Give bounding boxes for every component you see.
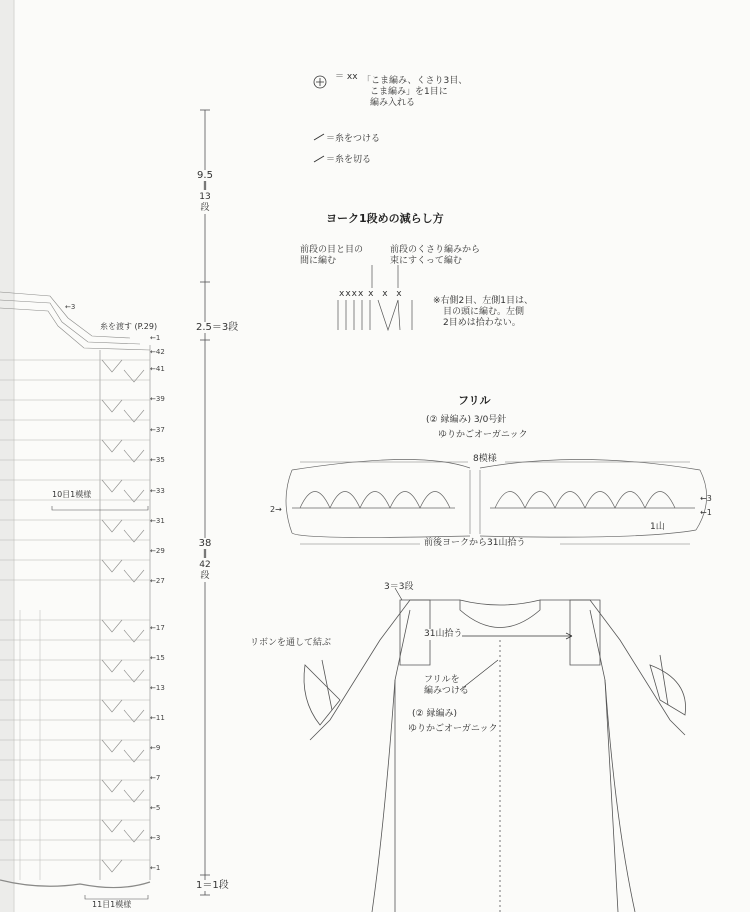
frill-row2: 2→ [270,505,282,514]
frill-repeat: 8模様 [473,454,497,464]
frill-row3: ←3 [700,494,712,503]
frill-title: フリル [458,394,491,407]
row-number: ←37 [150,426,165,434]
dim-main: 38 ‖ 42 段 [190,538,220,582]
cluster-note-line-3: 編み入れる [370,98,416,108]
cluster-note-line-1: 「こま編み、くさり3目、 [362,76,468,86]
row-number: ←3 [150,834,161,842]
frill-attach-note: フリルを 編みつける [424,675,469,696]
yoke-stitch-marks: xxxx x x x [339,289,403,299]
garment-rows: 3＝3段 [384,582,414,592]
yoke-title: ヨーク1段めの減らし方 [326,212,444,225]
yoke-right-note: 前段のくさり編みから 束にすくって編む [390,245,481,266]
garment-yarn: ゆりかごオーガニック [408,724,498,734]
cluster-note: ＝ ⅹⅹ [335,72,358,82]
cluster-note-line-2: こま編み」を1目に [370,87,448,97]
frill-count-label: 1山 [650,522,665,532]
join-yarn-label: ＝糸をつける [326,134,381,144]
frill-spec: (② 縁編み) 3/0号針 [426,415,507,425]
repeat-10-label: 10目1模様 [52,490,92,499]
row-number: ←31 [150,517,165,525]
garment-drawing [304,600,686,912]
stitch-chart [0,292,150,888]
yoke-side-note: ※右側2目、左側1目は、 目の頭に編む。左側 2目めは拾わない。 [433,296,533,328]
row-number: ←9 [150,744,161,752]
garment-pickup: 31山拾う [424,629,463,639]
row-number: ←29 [150,547,165,555]
row-number: ←39 [150,395,165,403]
repeat-11-label: 11目1模様 [92,900,132,909]
yoke-left-note: 前段の目と目の 間に編む [300,245,364,266]
row-number: ←7 [150,774,161,782]
frill-chart [286,459,707,537]
row-number: ←33 [150,487,165,495]
row-number: ←13 [150,684,165,692]
row-number: ←42 [150,348,165,356]
dim-mid: 2.5＝3段 [196,322,239,333]
row-number: ←5 [150,804,161,812]
carry-yarn-label: 糸を渡す (P.29) [100,322,158,331]
frill-yarn: ゆりかごオーガニック [438,430,528,440]
frill-row1: ←1 [700,508,712,517]
top-arrow-label: ←3 [65,303,76,311]
row-number: ←35 [150,456,165,464]
ribbon-note: リボンを通して結ぶ [250,638,332,648]
row-number: ←1 [150,864,161,872]
row-number: ←27 [150,577,165,585]
row-number: ←41 [150,365,165,373]
row-number: ←15 [150,654,165,662]
dim-top: 9.5 ‖ 13 段 [190,170,220,214]
row-number: ←1 [150,334,161,342]
cut-yarn-label: ＝糸を切る [326,155,372,165]
row-number: ←11 [150,714,165,722]
frill-pickup: 前後ヨークから31山拾う [424,538,526,548]
garment-edge: (② 縁編み) [412,709,457,719]
dim-bottom: 1＝1段 [196,880,229,891]
row-number: ←17 [150,624,165,632]
